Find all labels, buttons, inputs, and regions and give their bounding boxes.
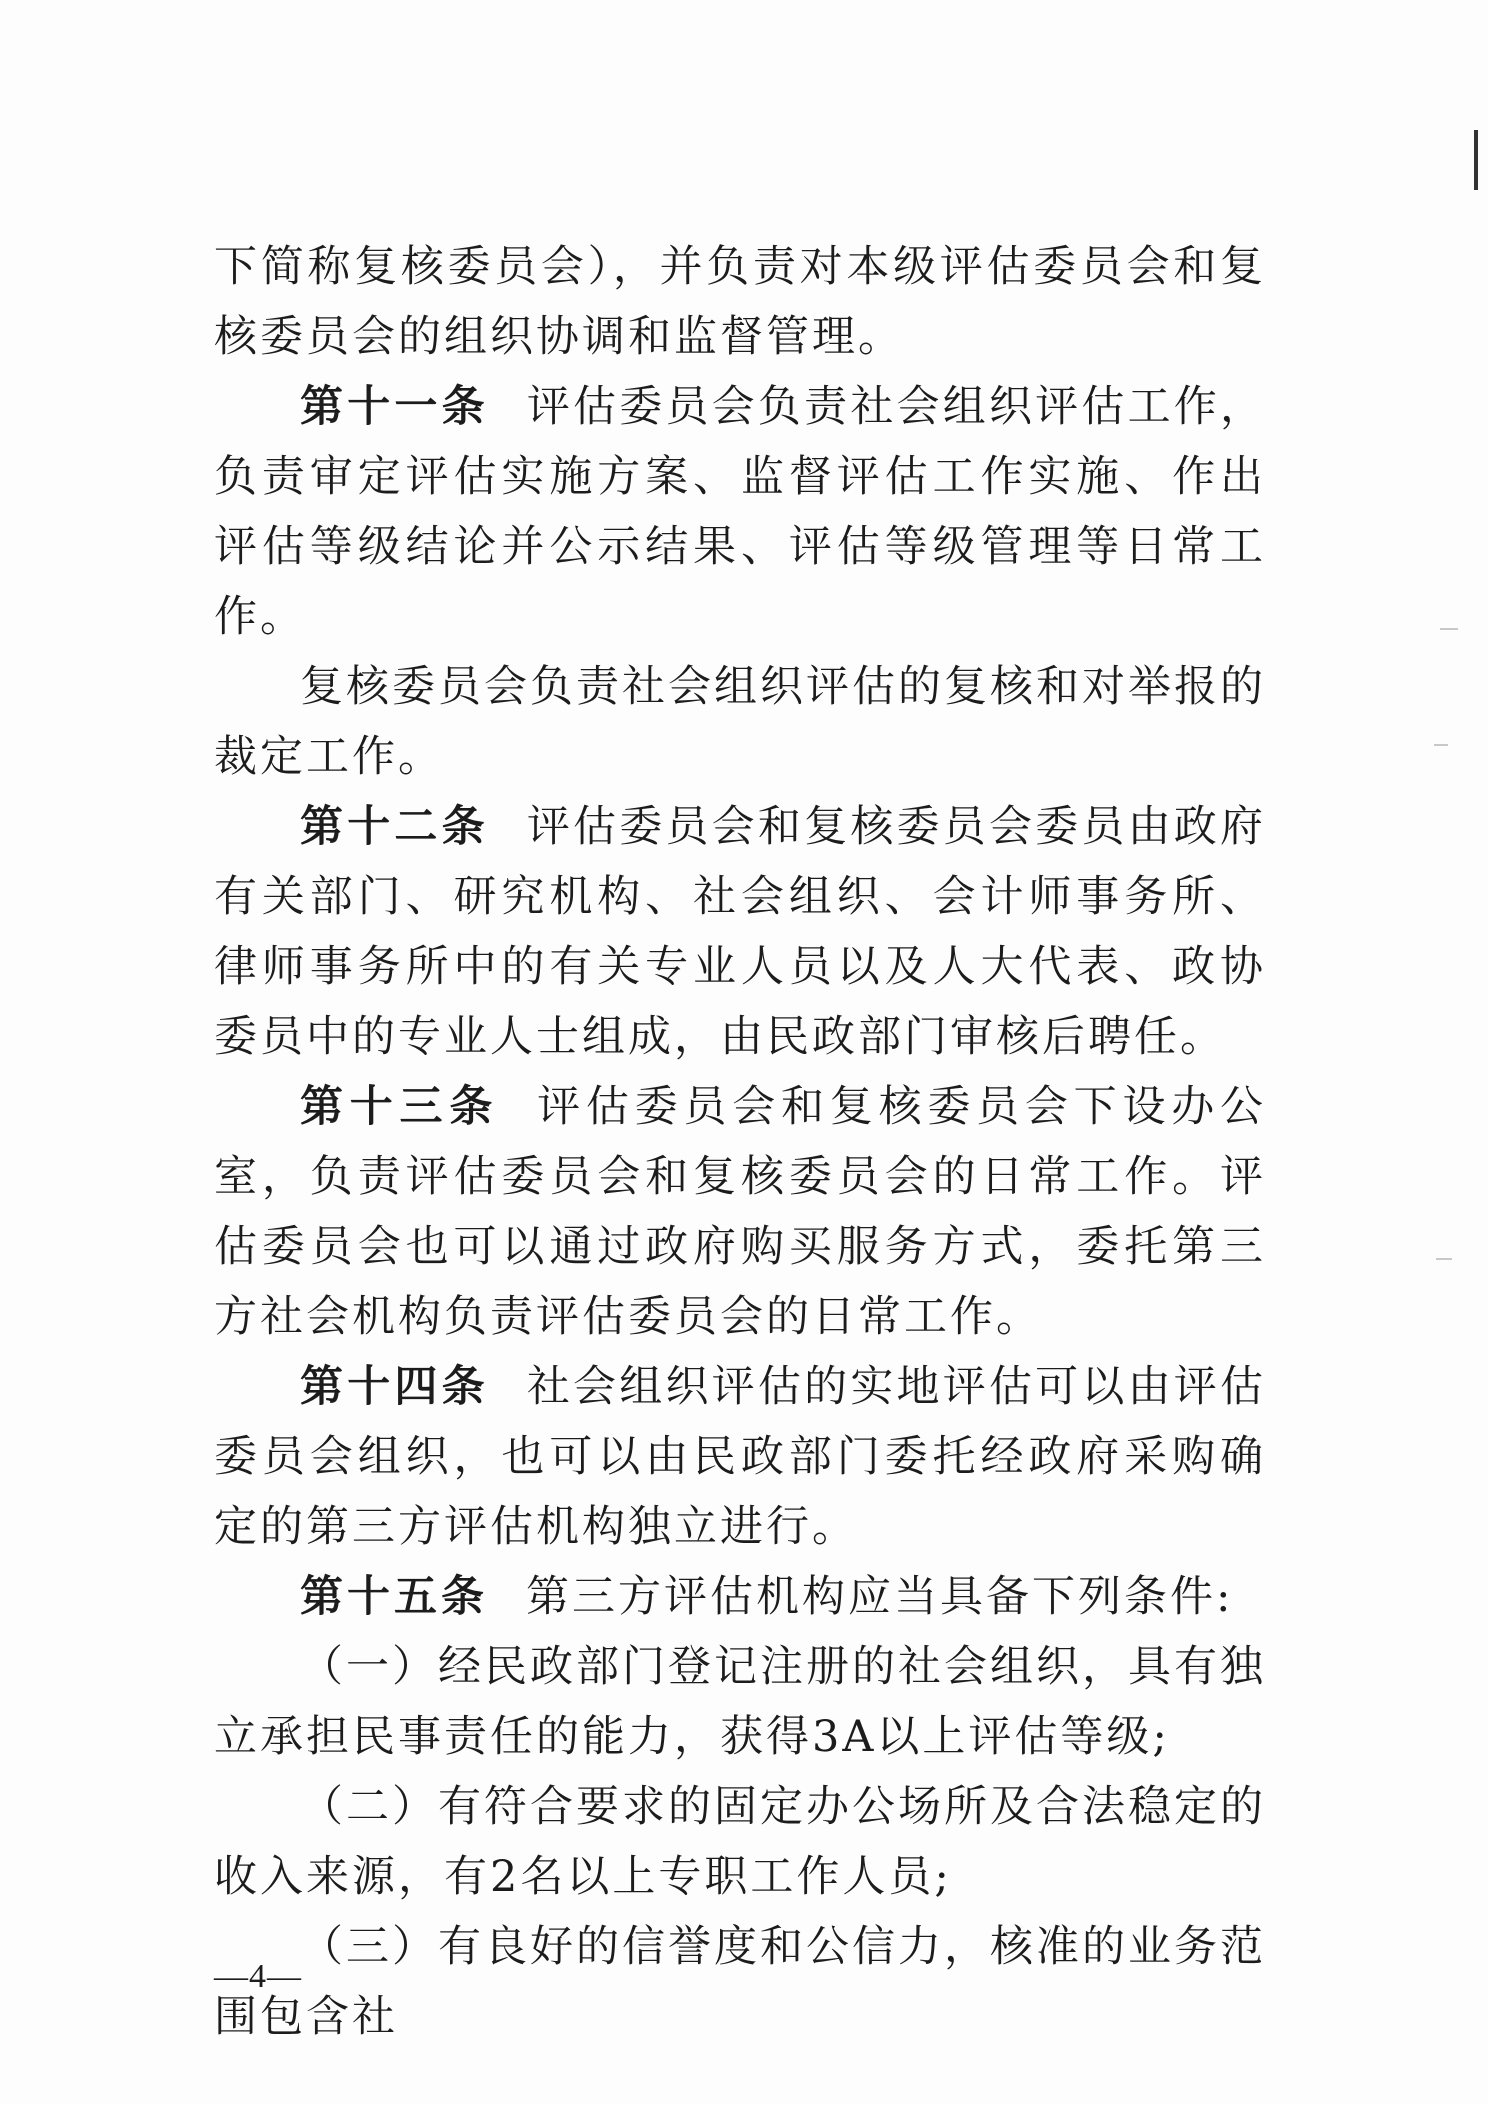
article-heading: 第十三条 <box>300 1082 500 1132</box>
paragraph-text: （一）经民政部门登记注册的社会组织，具有独立承担民事责任的能力，获得3A以上评估等级; <box>214 1642 1266 1762</box>
scan-speck <box>1440 628 1458 630</box>
paragraph-text: （二）有符合要求的固定办公场所及合法稳定的收入来源，有2名以上专职工作人员; <box>214 1782 1266 1902</box>
paragraph-text: 复核委员会负责社会组织评估的复核和对举报的裁定工作。 <box>214 662 1266 782</box>
paragraph-text: 社会组织评估的实地评估可以由评估委员会组织，也可以由民政部门委托经政府采购确定的第三方评估机构独立进行。 <box>214 1362 1267 1552</box>
paragraph-text: （三）有良好的信誉度和公信力，核准的业务范围包含社 <box>214 1922 1266 2042</box>
paragraph-text: 评估委员会负责社会组织评估工作，负责审定评估实施方案、监督评估工作实施、作出评估等级结论并公示结果、评估等级管理等日常工作。 <box>214 382 1267 642</box>
scan-edge-mark <box>1474 130 1478 190</box>
page-number: —4— <box>214 1958 302 1995</box>
article-heading: 第十四条 <box>300 1362 489 1412</box>
condition-3 <box>214 1912 1266 2052</box>
article-heading: 第十二条 <box>300 802 489 852</box>
article-13 <box>214 1072 1266 1352</box>
article-14 <box>214 1352 1266 1562</box>
scan-speck <box>1434 744 1448 746</box>
scan-speck <box>1436 1258 1452 1260</box>
paragraph-text: 评估委员会和复核委员会委员由政府有关部门、研究机构、社会组织、会计师事务所、律师事务所中的有关专业人员以及人大代表、政协委员中的专业人士组成，由民政部门审核后聘任。 <box>214 802 1267 1062</box>
paragraph-text: 第三方评估机构应当具备下列条件: <box>526 1572 1234 1622</box>
paragraph-2 <box>214 652 1266 792</box>
article-heading: 第十一条 <box>300 382 489 432</box>
paragraph-0 <box>214 232 1266 372</box>
article-15 <box>214 1562 1266 1632</box>
document-body <box>214 232 1266 2052</box>
paragraph-text: 评估委员会和复核委员会下设办公室，负责评估委员会和复核委员会的日常工作。评估委员会也可以通过政府购买服务方式，委托第三方社会机构负责评估委员会的日常工作。 <box>214 1082 1267 1342</box>
condition-1 <box>214 1632 1266 1772</box>
article-heading: 第十五条 <box>300 1572 488 1622</box>
paragraph-text: 下简称复核委员会），并负责对本级评估委员会和复核委员会的组织协调和监督管理。 <box>214 242 1266 362</box>
article-11 <box>214 372 1266 652</box>
article-12 <box>214 792 1266 1072</box>
condition-2 <box>214 1772 1266 1912</box>
